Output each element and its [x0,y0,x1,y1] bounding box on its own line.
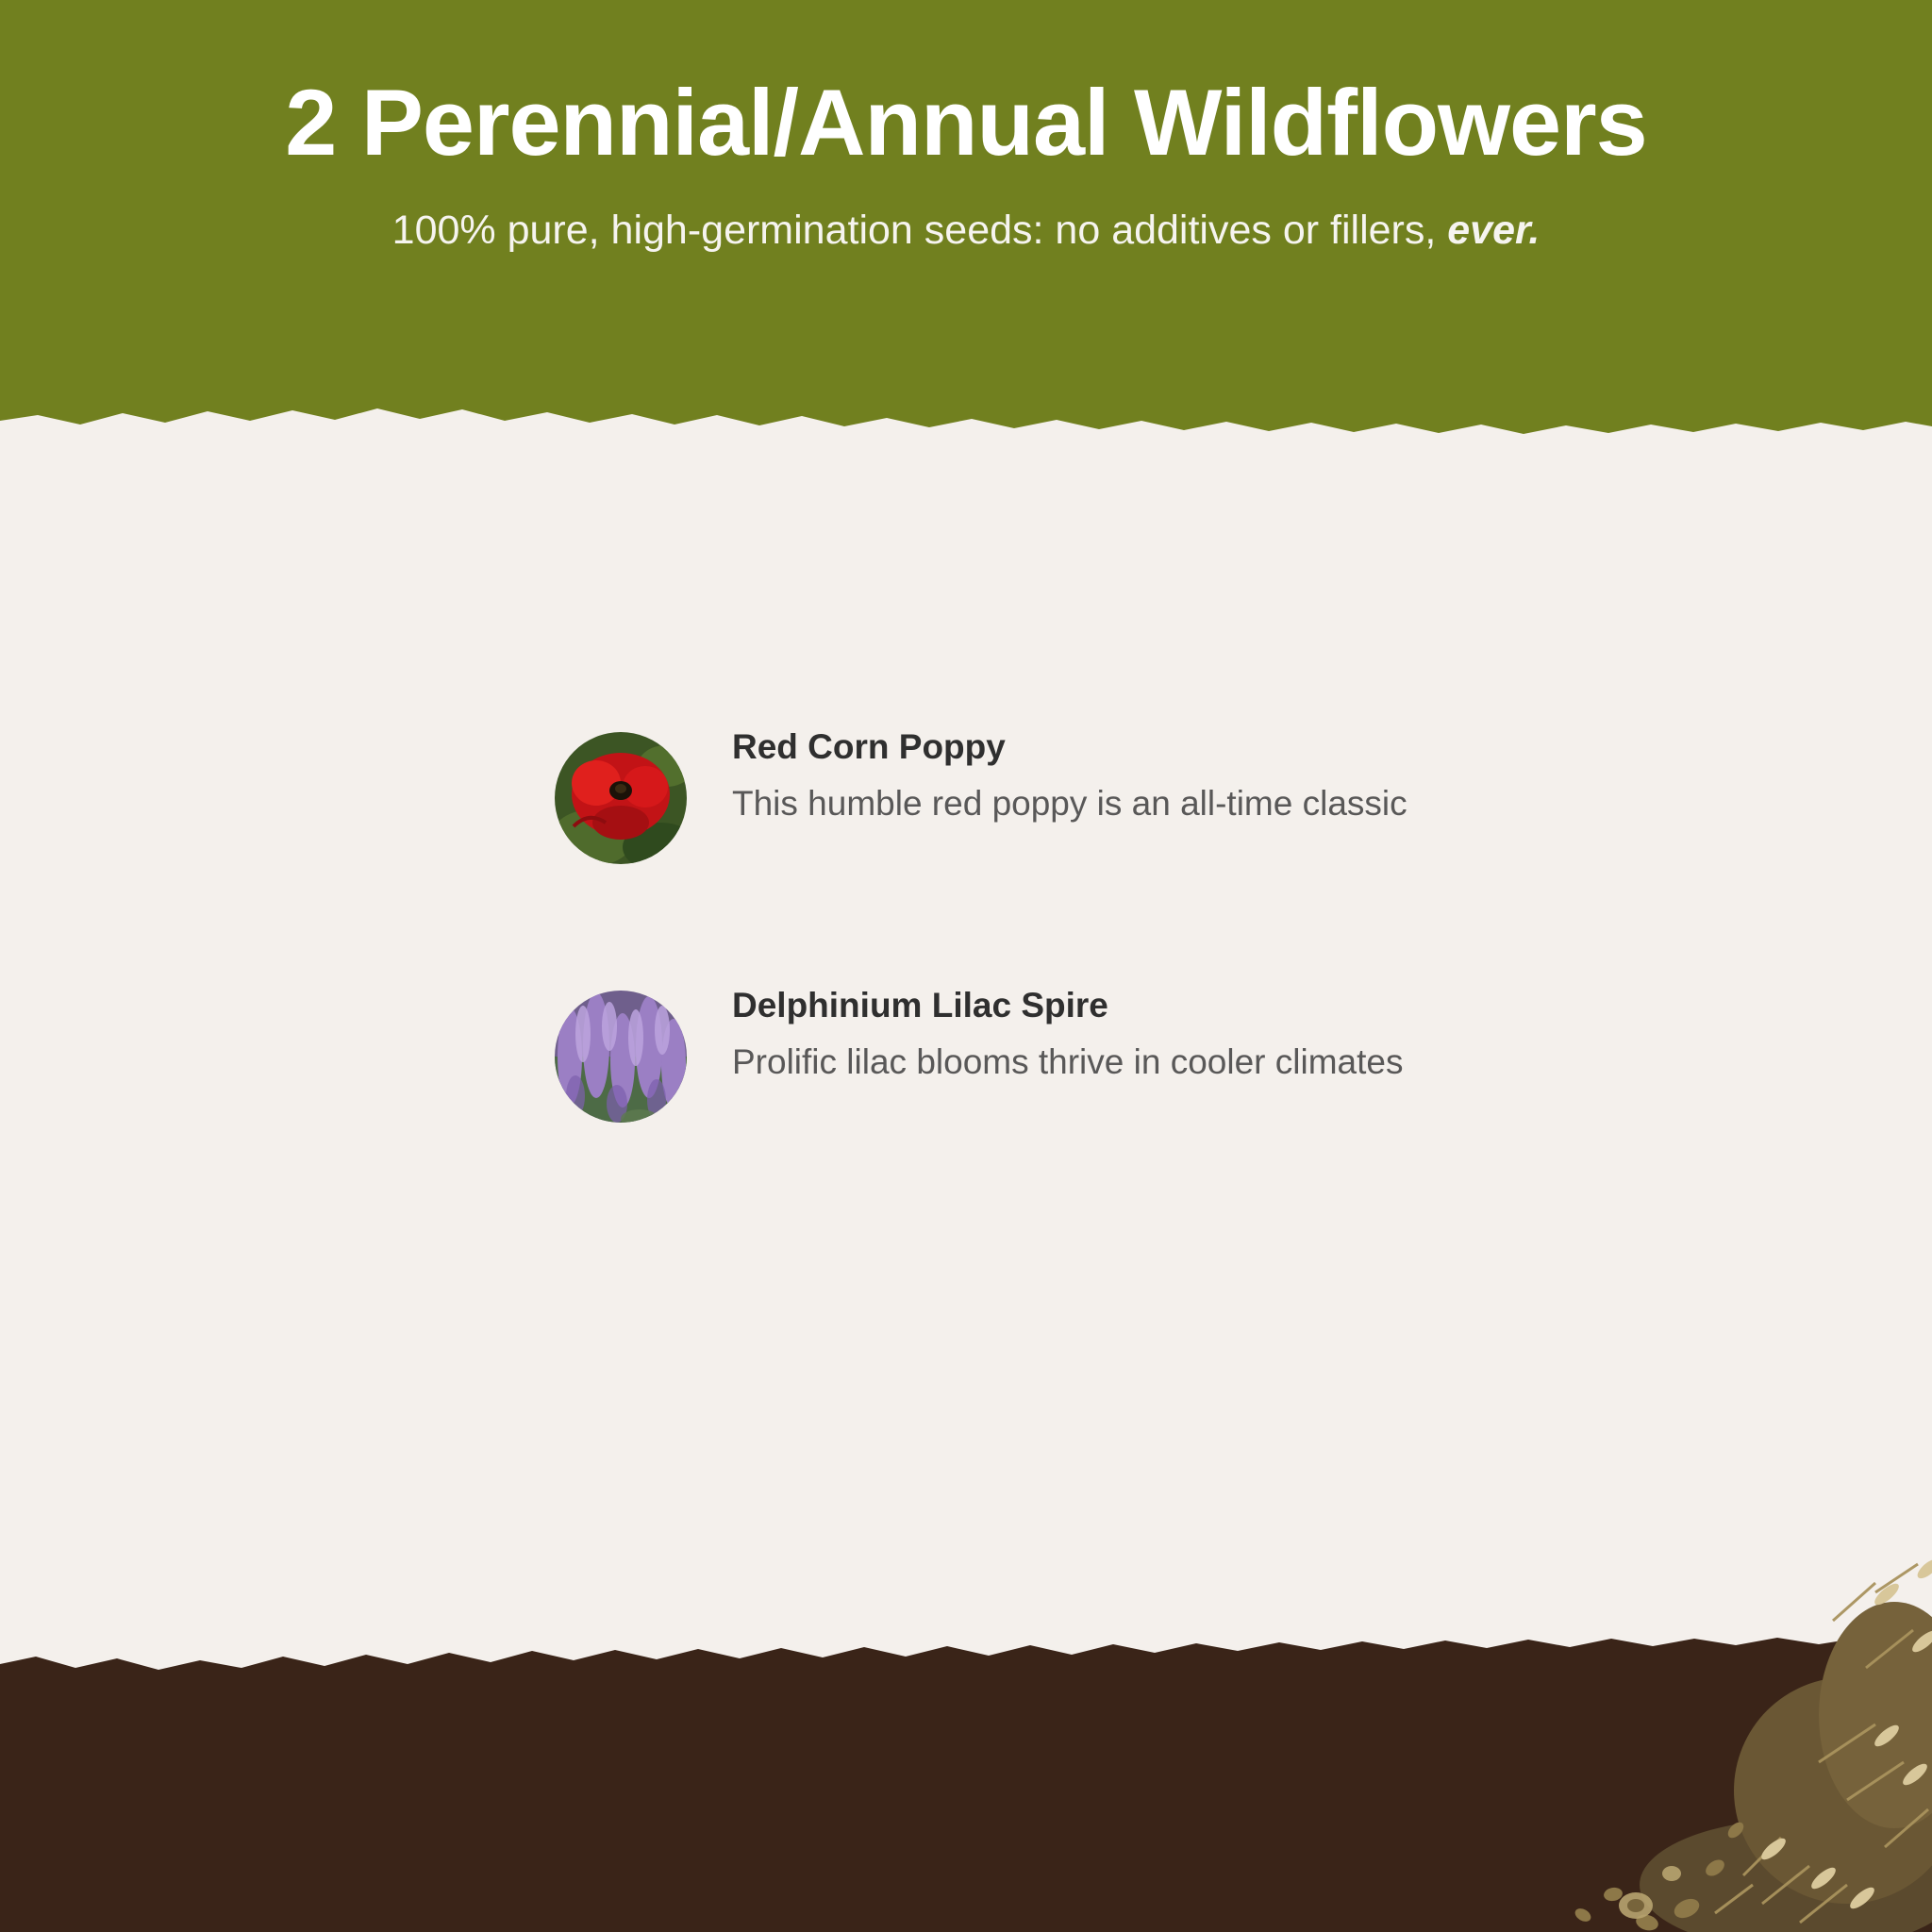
flower-list [0,726,1932,1243]
list-item-title: Red Corn Poppy [732,727,1006,766]
subtitle-text: 100% pure, high-germination seeds: no additives or fillers, [391,207,1448,253]
delphinium-lilac-spire-photo [555,991,687,1123]
header-banner-content [0,0,1932,258]
delphinium-thumbnail-icon [555,991,687,1123]
list-item-description: Prolific lilac blooms thrive in cooler climates [732,1042,1404,1082]
poppy-thumbnail-icon [555,732,687,864]
list-item-text [732,726,1407,829]
soil-band [0,1677,1932,1932]
list-item [555,985,1932,1123]
seed-pile-illustration [1404,1479,1932,1932]
list-item-description: This humble red poppy is an all-time classic [732,784,1407,824]
list-item-title: Delphinium Lilac Spire [732,986,1108,1024]
header-banner [0,0,1932,443]
torn-paper-edge-bottom-icon [0,1636,1932,1681]
list-item-text [732,985,1403,1088]
red-corn-poppy-photo [555,732,687,864]
page-title: 2 Perennial/Annual Wildflowers [285,70,1647,175]
page-subtitle [75,205,1857,258]
torn-paper-edge-top-icon [0,402,1932,443]
list-item [555,726,1932,864]
subtitle-emphasis: ever. [1447,207,1541,253]
